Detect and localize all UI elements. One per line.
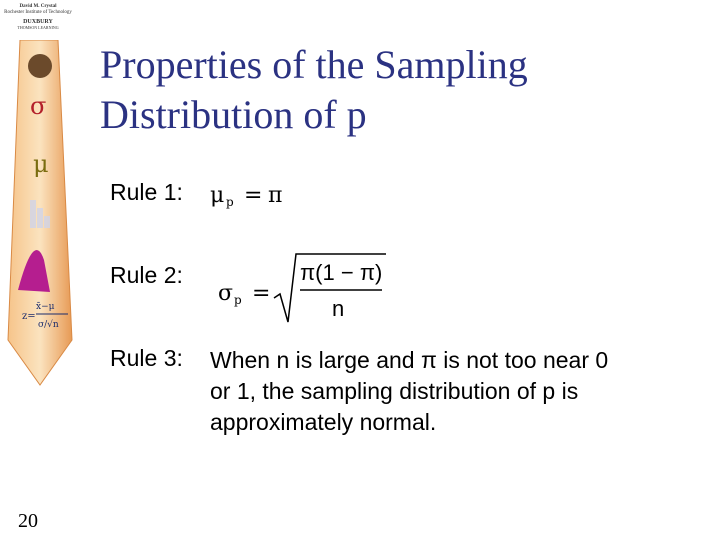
svg-text:σ/√n: σ/√n bbox=[38, 320, 59, 330]
svg-text:=: = bbox=[244, 183, 263, 208]
rule-3-line-1: When n is large and π is not too near 0 bbox=[210, 347, 609, 373]
rule-1-formula bbox=[208, 178, 298, 210]
title-line-2: Distribution of p bbox=[100, 92, 367, 137]
rule-1-label: Rule 1: bbox=[110, 179, 183, 205]
title-line-1: Properties of the Sampling bbox=[100, 42, 528, 87]
rule-3-label: Rule 3: bbox=[110, 345, 183, 371]
slide-title bbox=[100, 40, 700, 140]
institution-name: Rochester Institute of Technology bbox=[4, 10, 72, 15]
svg-text:π(1 − π): π(1 − π) bbox=[300, 260, 383, 285]
face-icon bbox=[28, 54, 52, 78]
rule-3-text bbox=[210, 345, 690, 438]
rule-3-line-3: approximately normal. bbox=[210, 409, 437, 435]
rule-3-line-2: or 1, the sampling distribution of p is bbox=[210, 378, 579, 404]
svg-text:x̄−μ: x̄−μ bbox=[36, 302, 55, 312]
mu-icon: μ bbox=[33, 150, 49, 178]
z-formula-icon bbox=[22, 297, 82, 337]
svg-text:n: n bbox=[332, 296, 345, 321]
author-name: David M. Crystal bbox=[19, 4, 57, 9]
svg-text:σ: σ bbox=[218, 281, 234, 306]
publisher-name: DUXBURY bbox=[23, 19, 53, 25]
rule-2-formula bbox=[216, 250, 391, 325]
sigma-icon: σ bbox=[30, 92, 47, 120]
rule-2-label: Rule 2: bbox=[110, 262, 183, 288]
svg-text:μ: μ bbox=[210, 183, 225, 208]
svg-text:z=: z= bbox=[22, 311, 36, 322]
page-number: 20 bbox=[18, 510, 38, 532]
publisher-logo bbox=[0, 0, 76, 31]
svg-text:p: p bbox=[234, 293, 242, 307]
svg-text:p: p bbox=[226, 195, 234, 209]
svg-text:π: π bbox=[268, 183, 283, 208]
svg-text:=: = bbox=[252, 281, 271, 306]
publisher-subtitle: THOMSON LEARNING bbox=[17, 25, 59, 30]
sidebar-decoration bbox=[0, 0, 90, 540]
